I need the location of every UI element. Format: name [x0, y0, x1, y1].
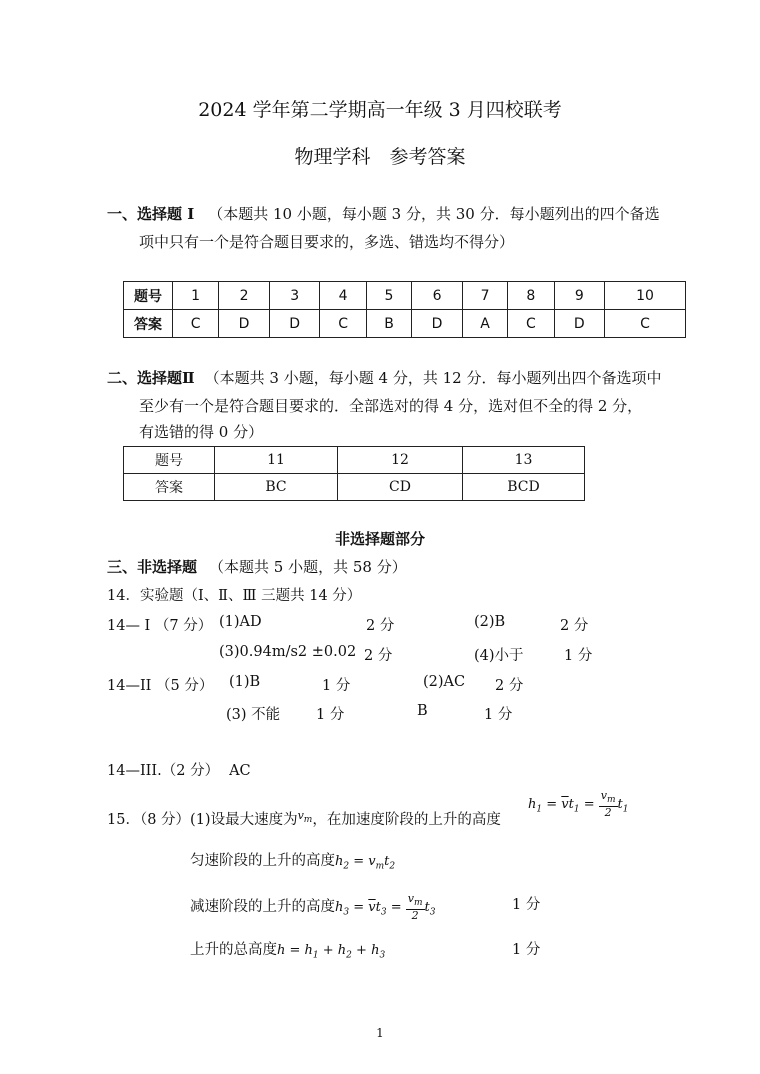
section3-desc: （本题共 5 小题，共 58 分）: [209, 558, 407, 576]
table-cell: 11: [215, 447, 338, 474]
q14-2-answer-2: (2)AC: [423, 674, 466, 690]
table-cell: A: [462, 310, 507, 338]
q14-3-label: 14—III.（2 分）: [107, 763, 220, 779]
q14-3-answer: AC: [229, 763, 251, 779]
section1-line1: [107, 203, 660, 224]
q15-line4-text: 上升的总高度: [190, 942, 277, 958]
page-subtitle: 物理学科 参考答案: [294, 146, 466, 168]
q15-line2-text: 匀速阶段的上升的高度: [190, 853, 335, 869]
table-cell: BCD: [463, 474, 585, 501]
section3-line: [107, 556, 407, 577]
table-cell: D: [554, 310, 605, 338]
vm-symbol: vm: [297, 809, 313, 826]
table-cell: C: [605, 310, 686, 338]
q14-1-answer-4: (4)小于: [474, 648, 524, 664]
q14-1-score-1: 2 分: [366, 618, 395, 634]
q14-2-answer-4: B: [417, 703, 428, 719]
section2-heading: 二、选择题Ⅱ: [107, 369, 195, 387]
table-cell: C: [173, 310, 219, 338]
q14-2-answer-1: (1)B: [229, 674, 261, 690]
q15-intro-b: ，在加速度阶段的上升的高度: [312, 812, 501, 828]
nonchoice-title: 非选择题部分: [334, 530, 425, 548]
row-label-question: 题号: [124, 282, 173, 310]
q15-intro: [107, 808, 501, 830]
q14-2-answer-3: (3) 不能: [226, 707, 281, 723]
q14-2-label: 14—II （5 分）: [107, 678, 214, 694]
q14-1-score-3: 2 分: [364, 648, 393, 664]
formula-h1: $h_1 = \overline{v}t_1$ = $\frac{v_m}{2}$ $t_1$: [528, 789, 629, 820]
section2-desc-2: 至少有一个是符合题目要求的．全部选对的得 4 分，选对但不全的得 2 分，: [139, 397, 643, 415]
table-cell: D: [412, 310, 463, 338]
table-cell: 7: [462, 282, 507, 310]
table-cell: B: [366, 310, 412, 338]
q14-1-label: 14— Ⅰ （7 分）: [107, 618, 213, 634]
section2-answer-table: [123, 446, 585, 501]
row-label-question: 题号: [124, 447, 215, 474]
fraction: $\frac{v_m}{2}$: [600, 789, 616, 820]
formula-h3: $h_3 = \overline{v}t_3$ = $\frac{v_m}{2}$ $t_3$: [335, 892, 436, 923]
q15-line3-score: 1 分: [512, 897, 541, 913]
q15-line4: [190, 938, 385, 961]
q15-line3: [190, 893, 436, 922]
q15-line4-score: 1 分: [512, 942, 541, 958]
table-cell: D: [269, 310, 320, 338]
q14-1-answer-2: (2)B: [474, 614, 506, 630]
table-cell: C: [320, 310, 366, 338]
q14-1-answer-1: (1)AD: [219, 614, 262, 630]
q15-intro-a: （8 分）(1)设最大速度为: [139, 812, 298, 828]
q14-2-score-1: 1 分: [322, 678, 351, 694]
section3-heading: 三、非选择题: [107, 558, 198, 576]
q14-1-score-2: 2 分: [560, 618, 589, 634]
q14-1-answer-3: (3)0.94m/s2 ±0.02: [219, 644, 357, 660]
section2-desc-1: （本题共 3 小题，每小题 4 分，共 12 分．每小题列出四个备选项中: [204, 369, 662, 387]
table-row: [124, 447, 585, 474]
table-cell: 3: [269, 282, 320, 310]
section1-answer-table: [123, 281, 686, 338]
table-cell: BC: [215, 474, 338, 501]
section2-desc-3: 有选错的得 0 分）: [139, 423, 264, 441]
table-cell: D: [219, 310, 270, 338]
q14-2-score-2: 2 分: [495, 678, 524, 694]
q15-line2: [190, 849, 395, 872]
page-number: 1: [376, 1026, 384, 1040]
section1-desc-2: 项中只有一个是符合题目要求的，多选、错选均不得分）: [139, 233, 515, 251]
q14-2-score-4: 1 分: [484, 707, 513, 723]
section1-heading: 一、选择题 Ⅰ: [107, 205, 195, 223]
table-cell: C: [508, 310, 554, 338]
section2-line1: [107, 367, 661, 388]
table-cell: 1: [173, 282, 219, 310]
table-row: [124, 282, 686, 310]
table-cell: 6: [412, 282, 463, 310]
table-cell: 2: [219, 282, 270, 310]
fraction: $\frac{v_m}{2}$: [407, 892, 423, 923]
table-cell: 9: [554, 282, 605, 310]
table-row: [124, 474, 585, 501]
q14-heading: 14．实验题（Ⅰ、Ⅱ、Ⅲ 三题共 14 分）: [107, 588, 362, 604]
section1-desc-1: （本题共 10 小题，每小题 3 分，共 30 分．每小题列出的四个备选: [208, 205, 660, 223]
q15-line3-text: 减速阶段的上升的高度: [190, 899, 335, 916]
table-cell: 12: [338, 447, 463, 474]
table-cell: 13: [463, 447, 585, 474]
formula-h2: $h_2 = v_mt_2$: [335, 854, 396, 872]
q14-3-line: [107, 759, 251, 780]
row-label-answer: 答案: [124, 474, 215, 501]
table-cell: 8: [508, 282, 554, 310]
formula-h-total: $h = h_1 + h_2 + h_3$: [277, 943, 386, 961]
table-row: [124, 310, 686, 338]
q14-2-score-3: 1 分: [316, 707, 345, 723]
page-title: 2024 学年第二学期高一年级 3 月四校联考: [198, 99, 562, 121]
table-cell: 4: [320, 282, 366, 310]
table-cell: 5: [366, 282, 412, 310]
table-cell: CD: [338, 474, 463, 501]
q14-1-score-4: 1 分: [564, 648, 593, 664]
row-label-answer: 答案: [124, 310, 173, 338]
table-cell: 10: [605, 282, 686, 310]
q15-label: 15．: [107, 812, 140, 828]
